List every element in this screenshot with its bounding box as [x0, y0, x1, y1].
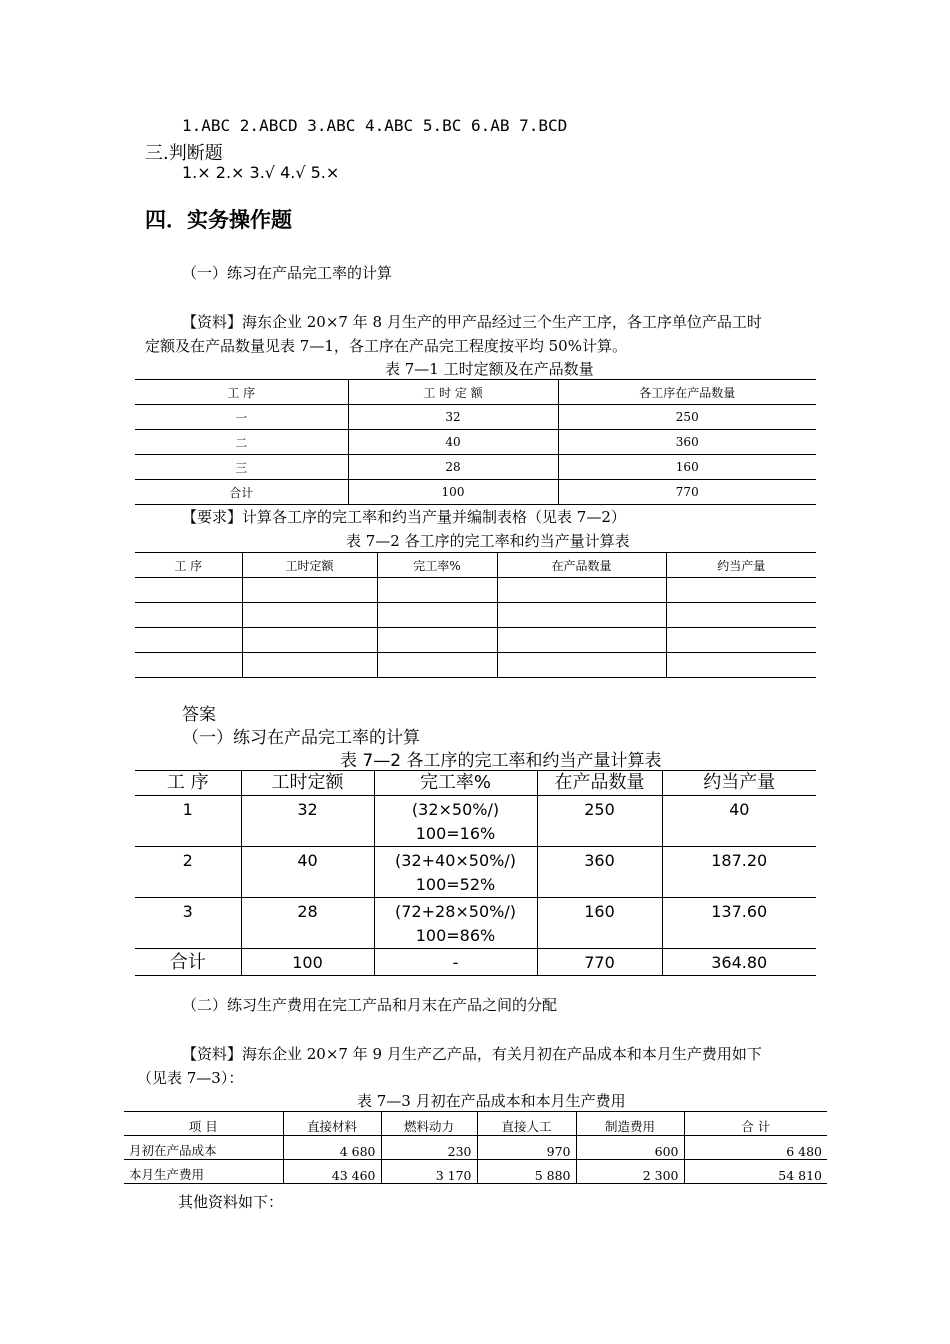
table-cell: 137.60	[662, 898, 816, 949]
table-cell: 本月生产费用	[129, 1167, 205, 1182]
header-cell: 工 序	[174, 558, 203, 573]
table-header-row	[135, 553, 816, 578]
answer-table-caption: 表 7—2 各工序的完工率和约当产量计算表	[340, 751, 662, 771]
completion-rate-cell: (32×50%/) 100=16%	[374, 796, 537, 847]
table-7-2-blank	[135, 552, 816, 678]
table-cell: 187.20	[662, 847, 816, 898]
table-cell: 三	[235, 460, 248, 475]
table-cell: 3	[182, 902, 193, 921]
section-3-title: 三.判断题	[145, 143, 223, 164]
table-cell: 3 170	[381, 1160, 477, 1184]
table-cell: 54 810	[684, 1160, 827, 1184]
table-cell: 160	[558, 455, 816, 480]
table-cell: 5 880	[477, 1160, 576, 1184]
header-cell: 完工率%	[374, 771, 537, 796]
true-false-answers: 1.× 2.× 3.√ 4.√ 5.×	[182, 163, 340, 182]
blank-row	[135, 603, 816, 628]
header-cell: 工时定额	[242, 553, 377, 578]
blank-row	[135, 628, 816, 653]
table-header-row	[135, 380, 816, 405]
table-total-row	[135, 949, 816, 976]
table-cell: 364.80	[662, 949, 816, 976]
header-cell: 工 序	[166, 772, 209, 793]
header-cell: 工 序	[227, 385, 256, 400]
table-cell: 4 680	[283, 1136, 381, 1160]
header-cell: 在产品数量	[537, 771, 662, 796]
table-row	[124, 1136, 827, 1160]
completion-rate-cell: (72+28×50%/) 100=86%	[374, 898, 537, 949]
header-cell: 制造费用	[576, 1112, 684, 1136]
header-cell: 直接材料	[283, 1112, 381, 1136]
table-total-row	[135, 480, 816, 505]
header-cell: 项 目	[188, 1119, 218, 1134]
table-row	[124, 1160, 827, 1184]
table-cell: 2	[182, 851, 193, 870]
header-cell: 各工序在产品数量	[558, 380, 816, 405]
table-row	[135, 898, 816, 949]
answer-label: 答案	[182, 705, 216, 725]
table-cell: -	[374, 949, 537, 976]
table-cell: 40	[348, 430, 558, 455]
exercise-1-material-line2: 定额及在产品数量见表 7—1，各工序在产品完工程度按平均 50%计算。	[145, 337, 627, 355]
answer-exercise-1-title: （一）练习在产品完工率的计算	[182, 728, 420, 748]
section-4-title: 四．实务操作题	[145, 208, 292, 232]
table-cell: 2 300	[576, 1160, 684, 1184]
table-row	[135, 455, 816, 480]
table-cell: 二	[235, 435, 248, 450]
multiple-choice-answers: 1.ABC 2.ABCD 3.ABC 4.ABC 5.BC 6.AB 7.BCD	[182, 116, 568, 135]
table-cell: 970	[477, 1136, 576, 1160]
table-cell: 合计	[169, 952, 206, 973]
exercise-1-material-line1: 【资料】海东企业 20×7 年 8 月生产的甲产品经过三个生产工序，各工序单位产品工时	[182, 313, 762, 331]
table-7-3	[124, 1111, 827, 1184]
header-cell: 工时定额	[241, 771, 374, 796]
exercise-2-title: （二）练习生产费用在完工产品和月末在产品之间的分配	[182, 996, 558, 1014]
table-row	[135, 847, 816, 898]
exercise-2-material-line2: （见表 7—3）：	[137, 1069, 244, 1087]
header-cell: 约当产量	[662, 771, 816, 796]
table-cell: 100	[241, 949, 374, 976]
table-7-3-caption: 表 7—3 月初在产品成本和本月生产费用	[357, 1092, 626, 1110]
table-cell: 28	[348, 455, 558, 480]
exercise-1-title: （一）练习在产品完工率的计算	[182, 264, 393, 282]
table-cell: 32	[241, 796, 374, 847]
table-cell: 360	[537, 847, 662, 898]
blank-row	[135, 578, 816, 603]
table-row	[135, 796, 816, 847]
table-header-row	[135, 771, 816, 796]
other-info-label: 其他资料如下：	[178, 1193, 284, 1211]
table-cell: 160	[537, 898, 662, 949]
table-7-2-answer	[135, 770, 816, 976]
exercise-1-requirement: 【要求】计算各工序的完工率和约当产量并编制表格（见表 7—2）	[182, 508, 626, 526]
table-7-1-caption: 表 7—1 工时定额及在产品数量	[385, 360, 594, 378]
table-cell: 250	[537, 796, 662, 847]
table-cell: 100	[348, 480, 558, 505]
table-cell: 770	[537, 949, 662, 976]
table-cell: 一	[235, 410, 248, 425]
blank-row	[135, 653, 816, 678]
table-cell: 40	[662, 796, 816, 847]
table-7-1	[135, 379, 816, 505]
header-cell: 完工率%	[377, 553, 497, 578]
header-cell: 合 计	[684, 1112, 827, 1136]
table-cell: 360	[558, 430, 816, 455]
table-cell: 600	[576, 1136, 684, 1160]
header-cell: 燃料动力	[381, 1112, 477, 1136]
table-cell: 28	[241, 898, 374, 949]
header-cell: 在产品数量	[497, 553, 666, 578]
table-cell: 43 460	[283, 1160, 381, 1184]
table-cell: 合计	[229, 485, 254, 500]
table-cell: 250	[558, 405, 816, 430]
table-cell: 230	[381, 1136, 477, 1160]
completion-rate-cell: (32+40×50%/) 100=52%	[374, 847, 537, 898]
header-cell: 约当产量	[666, 553, 816, 578]
table-cell: 770	[558, 480, 816, 505]
table-cell: 32	[348, 405, 558, 430]
table-cell: 40	[241, 847, 374, 898]
table-cell: 1	[182, 800, 193, 819]
table-row	[135, 430, 816, 455]
table-cell: 月初在产品成本	[129, 1143, 217, 1158]
header-cell: 直接人工	[477, 1112, 576, 1136]
table-7-2-caption: 表 7—2 各工序的完工率和约当产量计算表	[346, 532, 630, 550]
table-row	[135, 405, 816, 430]
table-cell: 6 480	[684, 1136, 827, 1160]
table-header-row	[124, 1112, 827, 1136]
exercise-2-material-line1: 【资料】海东企业 20×7 年 9 月生产乙产品，有关月初在产品成本和本月生产费用如下	[182, 1045, 762, 1063]
header-cell: 工 时 定 额	[348, 380, 558, 405]
